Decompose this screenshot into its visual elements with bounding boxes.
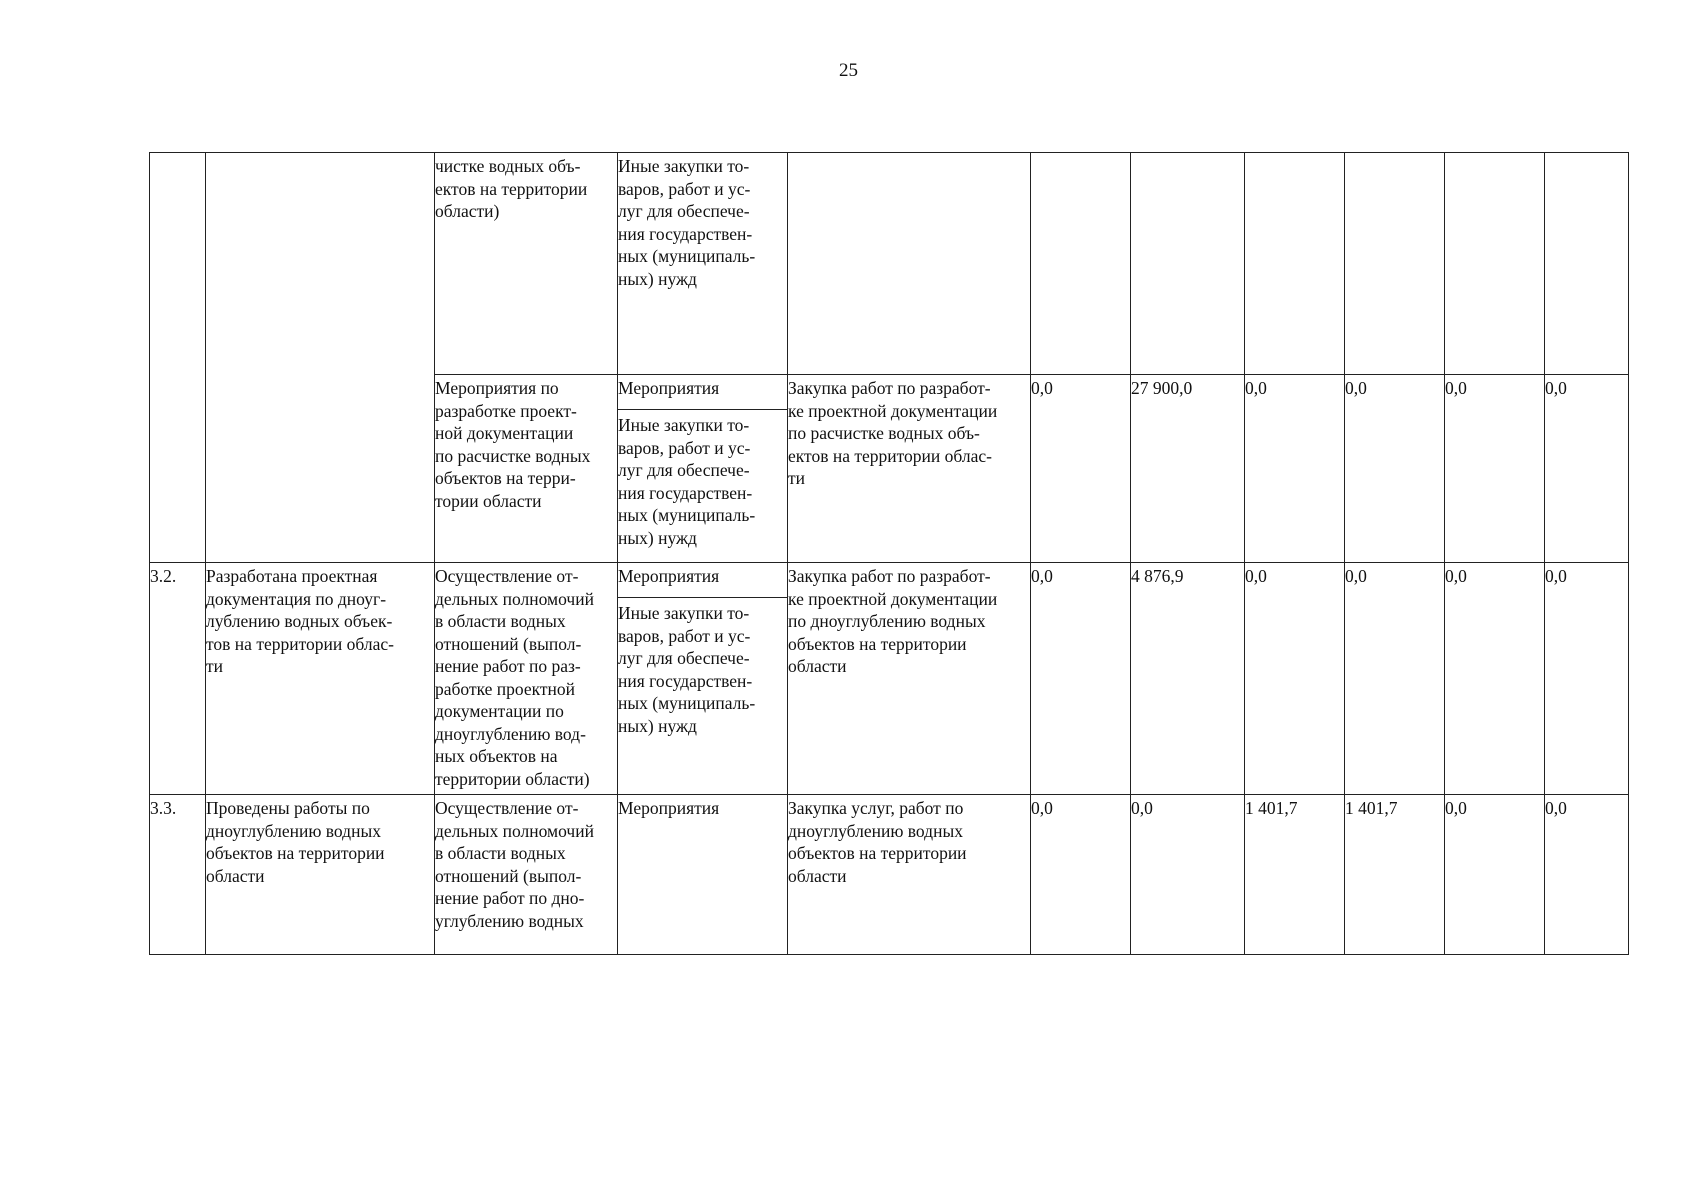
expense-subtype-top: Мероприятия: [618, 565, 787, 598]
expense-subtype-bottom: Иные закупки то- варов, работ и ус- луг для обеспече- ния государствен- ных (муниципаль- ных) нужд: [618, 415, 756, 548]
value-cell: [1131, 153, 1245, 375]
expense-type-cell: Иные закупки то- варов, работ и ус- луг для обеспече- ния государствен- ных (муниципаль- ных) нужд: [618, 153, 788, 375]
value-cell: 0,0: [1031, 563, 1131, 795]
value-cell: 0,0: [1345, 563, 1445, 795]
result-cell: Разработана проектная документация по дноуг- лублению водных объек- тов на территории облас- ти: [206, 563, 435, 795]
value-cell: 0,0: [1245, 375, 1345, 563]
value-cell: 0,0: [1545, 563, 1629, 795]
value-cell: 4 876,9: [1131, 563, 1245, 795]
purpose-cell: Закупка услуг, работ по дноуглублению водных объектов на территории области: [788, 795, 1031, 955]
purpose-cell: Закупка работ по разработ- ке проектной документации по расчистке водных объ- ектов на территории облас- ти: [788, 375, 1031, 563]
value-cell: [1445, 153, 1545, 375]
value-cell: 0,0: [1245, 563, 1345, 795]
value-cell: 0,0: [1545, 795, 1629, 955]
expense-subtype-top: Мероприятия: [618, 377, 787, 410]
expense-type-cell: Мероприятия: [618, 795, 788, 955]
value-cell: 0,0: [1445, 375, 1545, 563]
table-row: [150, 563, 1629, 795]
value-cell: 0,0: [1345, 375, 1445, 563]
value-cell: 0,0: [1031, 375, 1131, 563]
item-number-cell: 3.2.: [150, 563, 206, 795]
value-cell: 27 900,0: [1131, 375, 1245, 563]
value-cell: 0,0: [1031, 795, 1131, 955]
purpose-cell: [788, 153, 1031, 375]
purpose-cell: Закупка работ по разработ- ке проектной документации по дноуглублению водных объектов на территории области: [788, 563, 1031, 795]
value-cell: 1 401,7: [1245, 795, 1345, 955]
result-cell: Проведены работы по дноуглублению водных объектов на территории области: [206, 795, 435, 955]
expense-type-cell: [618, 563, 788, 795]
value-cell: [1345, 153, 1445, 375]
item-number-cell: 3.3.: [150, 795, 206, 955]
expense-type-cell: [618, 375, 788, 563]
value-cell: 0,0: [1131, 795, 1245, 955]
item-number-cell: [150, 153, 206, 563]
activity-cell: Осуществление от- дельных полномочий в области водных отношений (выпол- нение работ по дно- углублению водных: [435, 795, 618, 955]
activity-cell: Мероприятия по разработке проект- ной документации по расчистке водных объектов на терри- тории области: [435, 375, 618, 563]
value-cell: 0,0: [1445, 795, 1545, 955]
table-row: [150, 153, 1629, 375]
value-cell: 0,0: [1545, 375, 1629, 563]
expense-subtype-bottom: Иные закупки то- варов, работ и ус- луг для обеспече- ния государствен- ных (муниципаль- ных) нужд: [618, 603, 756, 736]
value-cell: [1031, 153, 1131, 375]
value-cell: [1545, 153, 1629, 375]
program-activities-table: [149, 152, 1629, 955]
table-row: [150, 795, 1629, 955]
value-cell: 1 401,7: [1345, 795, 1445, 955]
value-cell: 0,0: [1445, 563, 1545, 795]
activity-cell: Осуществление от- дельных полномочий в области водных отношений (выпол- нение работ по раз- работке проектной документации по дноуглублению вод- ных объектов на территории области): [435, 563, 618, 795]
page-number: 25: [839, 60, 858, 81]
result-cell: [206, 153, 435, 563]
value-cell: [1245, 153, 1345, 375]
activity-cell: чистке водных объ- ектов на территории области): [435, 153, 618, 375]
